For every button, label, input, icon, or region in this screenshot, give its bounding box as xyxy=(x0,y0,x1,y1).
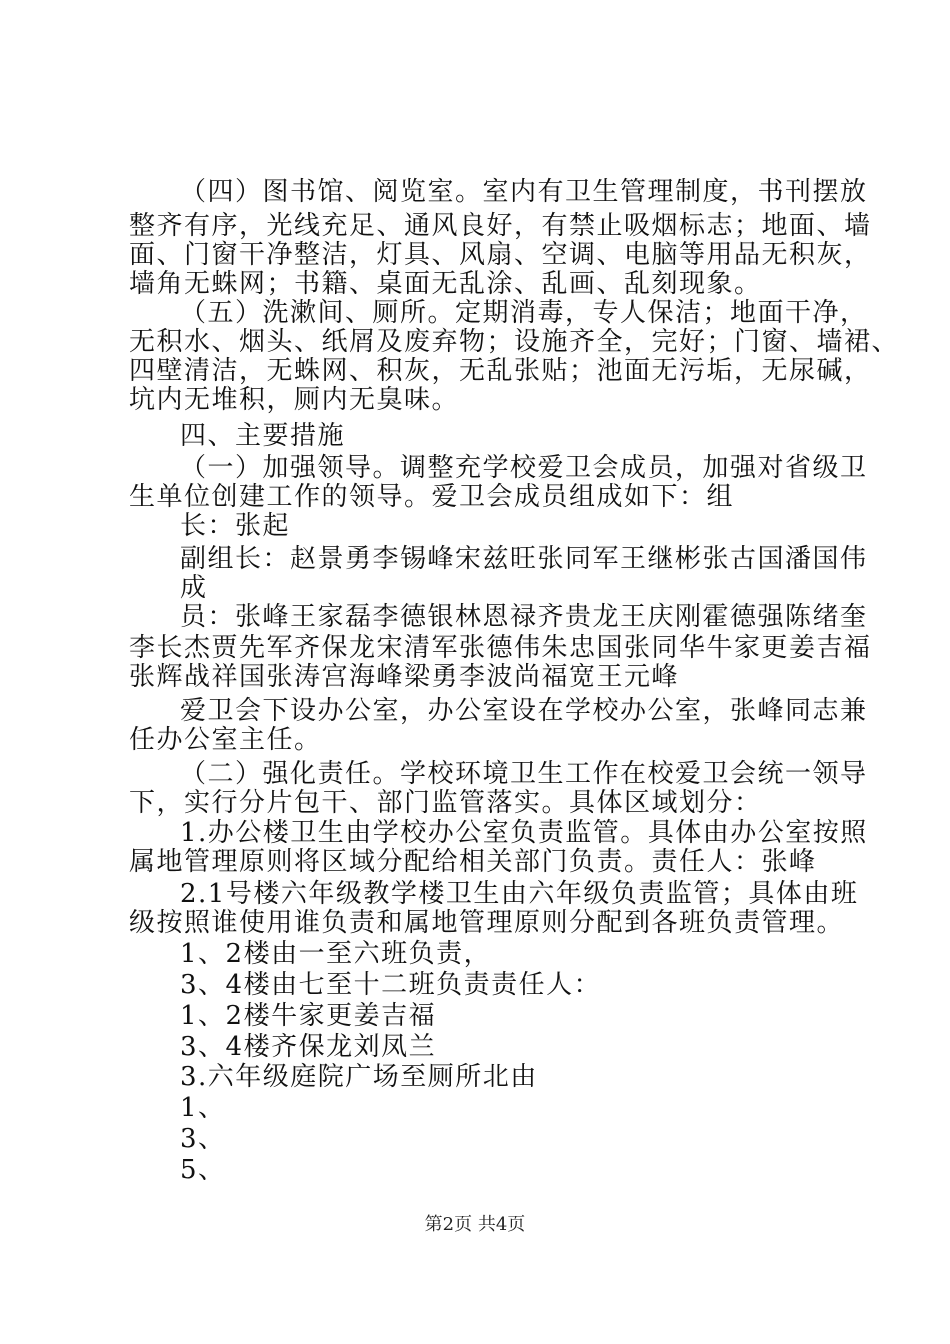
paragraph-line: 任办公室主任。 xyxy=(129,725,322,755)
paragraph-line: 墙角无蛛网；书籍、桌面无乱涂、乱画、乱刻现象。 xyxy=(129,269,762,299)
list-item: 1、2楼牛家更姜吉福 xyxy=(180,1001,437,1031)
list-item: 1、 xyxy=(180,1093,226,1123)
paragraph-line: 级按照谁使用谁负责和属地管理原则分配到各班负责管理。 xyxy=(129,908,845,938)
list-item: 1、2楼由一至六班负责， xyxy=(180,939,492,969)
paragraph-line: 成 xyxy=(180,573,208,603)
paragraph-line: 四壁清洁，无蛛网、积灰，无乱张贴；池面无污垢，无尿碱， xyxy=(129,356,872,386)
page-number-footer: 第2页 共4页 xyxy=(424,1214,526,1235)
paragraph-line: 李长杰贾先军齐保龙宋清军张德伟朱忠国张同华牛家更姜吉福 xyxy=(129,633,872,663)
list-item: 3、4楼由七至十二班负责责任人： xyxy=(180,970,602,1000)
paragraph-line: 属地管理原则将区域分配给相关部门负责。责任人：张峰 xyxy=(129,847,817,877)
list-item: 3、4楼齐保龙刘凤兰 xyxy=(180,1032,437,1062)
paragraph-line: 整齐有序，光线充足、通风良好，有禁止吸烟标志；地面、墙 xyxy=(129,211,872,241)
paragraph-line: （二）强化责任。学校环境卫生工作在校爱卫会统一领导 xyxy=(180,759,868,789)
paragraph-line: 无积水、烟头、纸屑及废弃物；设施齐全，完好；门窗、墙裙、 xyxy=(129,327,900,357)
list-item: 3.六年级庭院广场至厕所北由 xyxy=(180,1062,538,1092)
list-item: 5、 xyxy=(180,1155,226,1185)
paragraph-line: 生单位创建工作的领导。爱卫会成员组成如下：组 xyxy=(129,482,735,512)
paragraph-line: 张辉战祥国张涛宫海峰梁勇李波尚福宽王元峰 xyxy=(129,662,680,692)
paragraph-line: 坑内无堆积，厕内无臭味。 xyxy=(129,385,460,415)
paragraph-line: （一）加强领导。调整充学校爱卫会成员，加强对省级卫 xyxy=(180,453,868,483)
paragraph-line: 副组长：赵景勇李锡峰宋兹旺张同军王继彬张古国潘国伟 xyxy=(180,544,868,574)
paragraph-line: 面、门窗干净整洁，灯具、风扇、空调、电脑等用品无积灰， xyxy=(129,240,872,270)
paragraph-line: （五）洗漱间、厕所。定期消毒，专人保洁；地面干净， xyxy=(180,298,868,328)
paragraph-line: 长：张起 xyxy=(180,511,291,541)
paragraph-line: 2.1号楼六年级教学楼卫生由六年级负责监管；具体由班 xyxy=(180,879,859,909)
paragraph-line: 1.办公楼卫生由学校办公室负责监管。具体由办公室按照 xyxy=(180,818,868,848)
paragraph-line: 下，实行分片包干、部门监管落实。具体区域划分： xyxy=(129,788,762,818)
paragraph-line: （四）图书馆、阅览室。室内有卫生管理制度，书刊摆放 xyxy=(180,177,868,207)
section-heading: 四、主要措施 xyxy=(180,421,346,451)
paragraph-line: 员：张峰王家磊李德银林恩禄齐贵龙王庆刚霍德强陈绪奎 xyxy=(180,602,868,632)
list-item: 3、 xyxy=(180,1124,226,1154)
paragraph-line: 爱卫会下设办公室，办公室设在学校办公室，张峰同志兼 xyxy=(180,696,868,726)
